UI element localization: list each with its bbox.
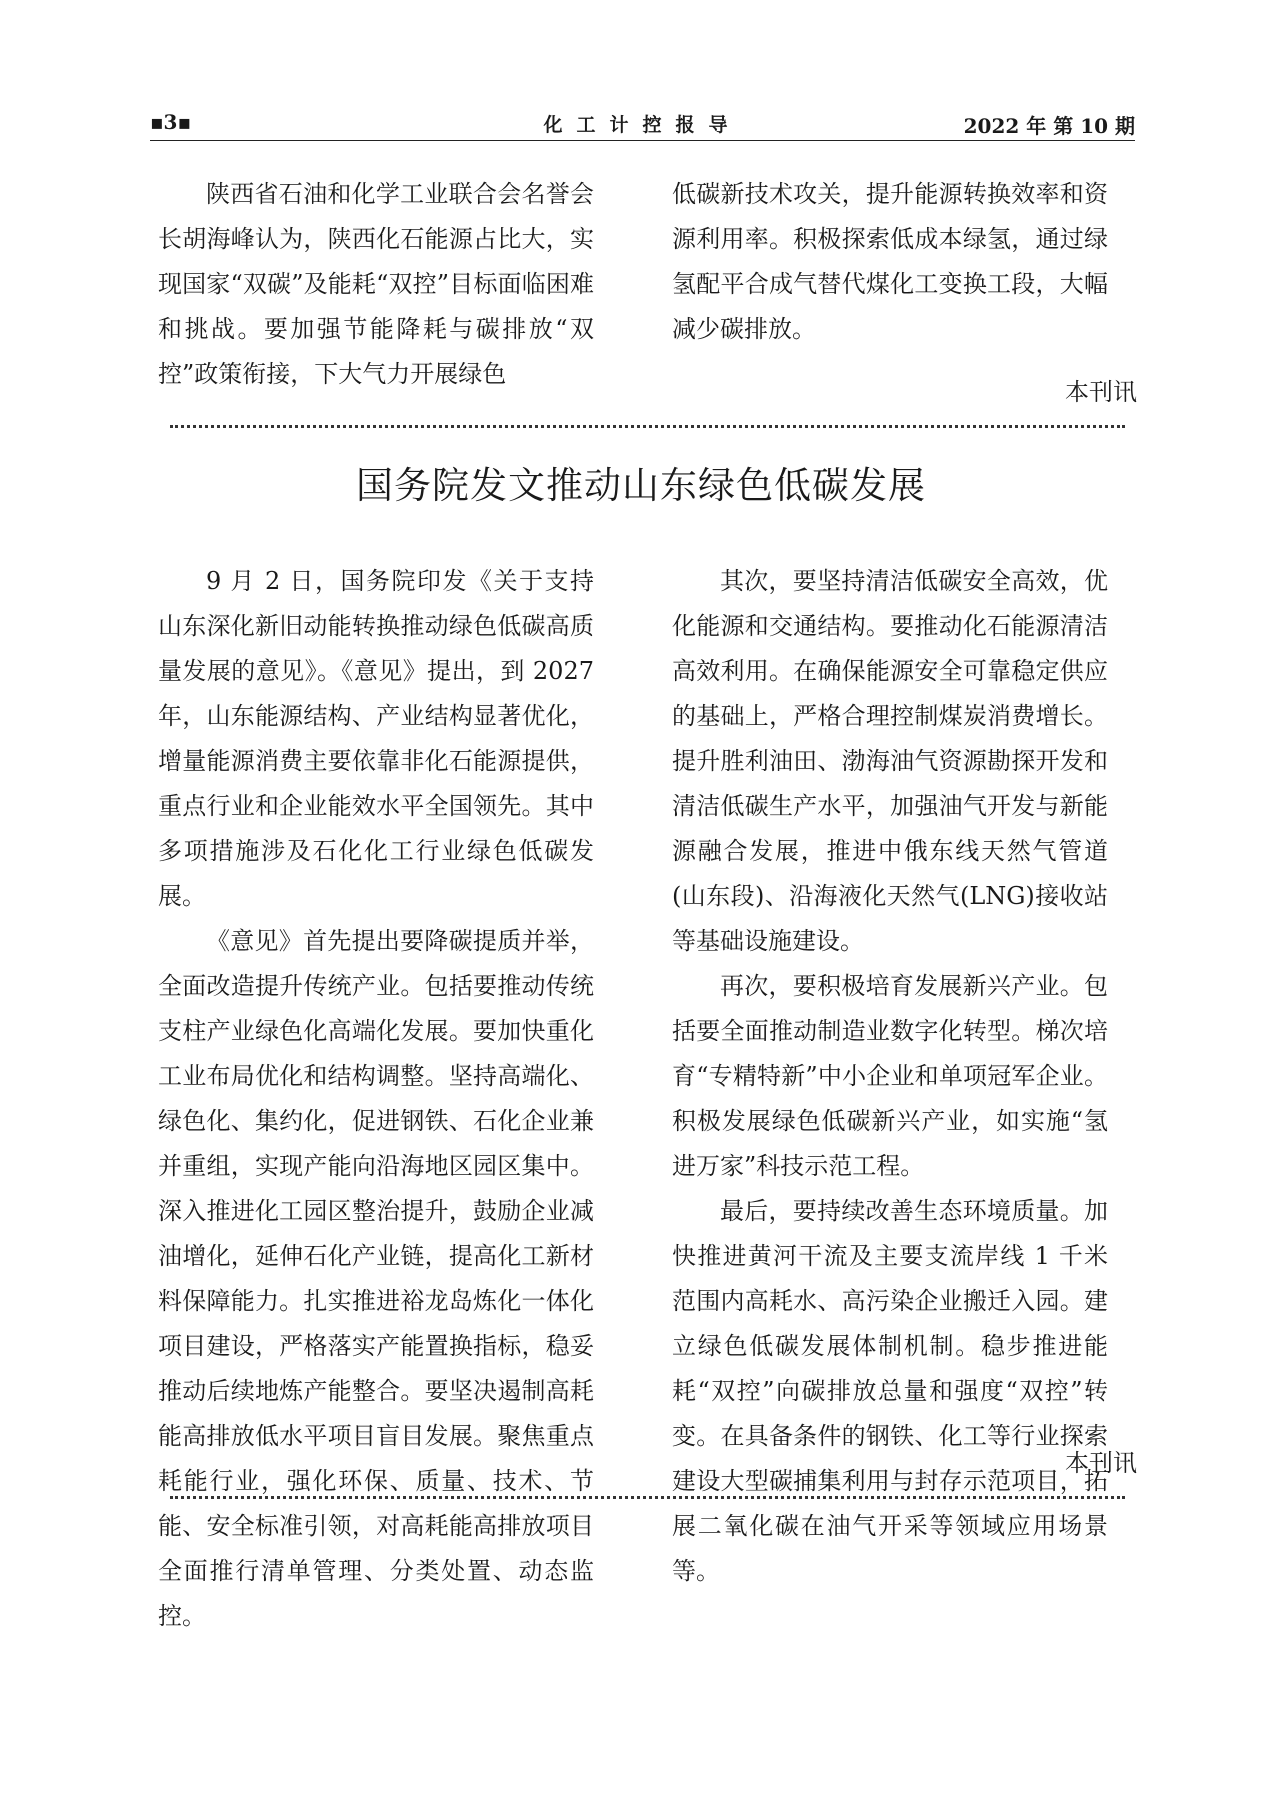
prev-article-left-column	[158, 172, 594, 397]
article-paragraph: 9 月 2 日，国务院印发《关于支持山东深化新旧动能转换推动绿色低碳高质量发展的意见》。《意见》提出，到 2027 年，山东能源结构、产业结构显著优化，增量能源消费主要依靠非化石能源提供，重点行业和企业能效水平全国领先。其中多项措施涉及石化化工行业绿色低碳发展。	[158, 567, 594, 910]
article-paragraph: 其次，要坚持清洁低碳安全高效，优化能源和交通结构。要推动化石能源清洁高效利用。在确保能源安全可靠稳定供应的基础上，严格合理控制煤炭消费增长。提升胜利油田、渤海油气资源勘探开发和清洁低碳生产水平，加强油气开发与新能源融合发展，推进中俄东线天然气管道(山东段)、沿海液化天然气(LNG)接收站等基础设施建设。	[672, 567, 1108, 955]
issue-label: 2022 年 第 10 期	[963, 114, 1135, 138]
article-paragraph: 再次，要积极培育发展新兴产业。包括要全面推动制造业数字化转型。梯次培育“专精特新”中小企业和单项冠军企业。积极发展绿色低碳新兴产业，如实施“氢进万家”科技示范工程。	[672, 972, 1108, 1180]
article-right-column	[672, 559, 1108, 1594]
prev-article-paragraph: 陕西省石油和化学工业联合会名誉会长胡海峰认为，陕西化石能源占比大，实现国家“双碳”及能耗“双控”目标面临困难和挑战。要加强节能降耗与碳排放“双控”政策衔接，下大气力开展绿色	[158, 180, 594, 388]
section-divider	[170, 1496, 1125, 1499]
page-number: ▪3▪	[150, 110, 192, 134]
section-divider	[170, 425, 1125, 428]
article-byline: 本刊讯	[1065, 1449, 1137, 1477]
article-title: 国务院发文推动山东绿色低碳发展	[356, 464, 926, 507]
prev-article-right-column	[672, 172, 1108, 352]
prev-article-byline: 本刊讯	[1065, 378, 1137, 406]
prev-article-paragraph: 低碳新技术攻关，提升能源转换效率和资源利用率。积极探索低成本绿氢，通过绿氢配平合成气替代煤化工变换工段，大幅减少碳排放。	[672, 180, 1108, 343]
article-left-column	[158, 559, 594, 1639]
article-paragraph: 《意见》首先提出要降碳提质并举，全面改造提升传统产业。包括要推动传统支柱产业绿色化高端化发展。要加快重化工业布局优化和结构调整。坚持高端化、绿色化、集约化，促进钢铁、石化企业兼并重组，实现产能向沿海地区园区集中。深入推进化工园区整治提升，鼓励企业减油增化，延伸石化产业链，提高化工新材料保障能力。扎实推进裕龙岛炼化一体化项目建设，严格落实产能置换指标，稳妥推动后续地炼产能整合。要坚决遏制高耗能高排放低水平项目盲目发展。聚焦重点耗能行业，强化环保、质量、技术、节能、安全标准引领，对高耗能高排放项目全面推行清单管理、分类处置、动态监控。	[158, 927, 594, 1630]
journal-name: 化工计控报导	[543, 114, 742, 136]
running-header	[150, 106, 1135, 141]
article-paragraph: 最后，要持续改善生态环境质量。加快推进黄河干流及主要支流岸线 1 千米范围内高耗水、高污染企业搬迁入园。建立绿色低碳发展体制机制。稳步推进能耗“双控”向碳排放总量和强度“双控”转变。在具备条件的钢铁、化工等行业探索建设大型碳捕集利用与封存示范项目，拓展二氧化碳在油气开采等领域应用场景等。	[672, 1197, 1108, 1585]
